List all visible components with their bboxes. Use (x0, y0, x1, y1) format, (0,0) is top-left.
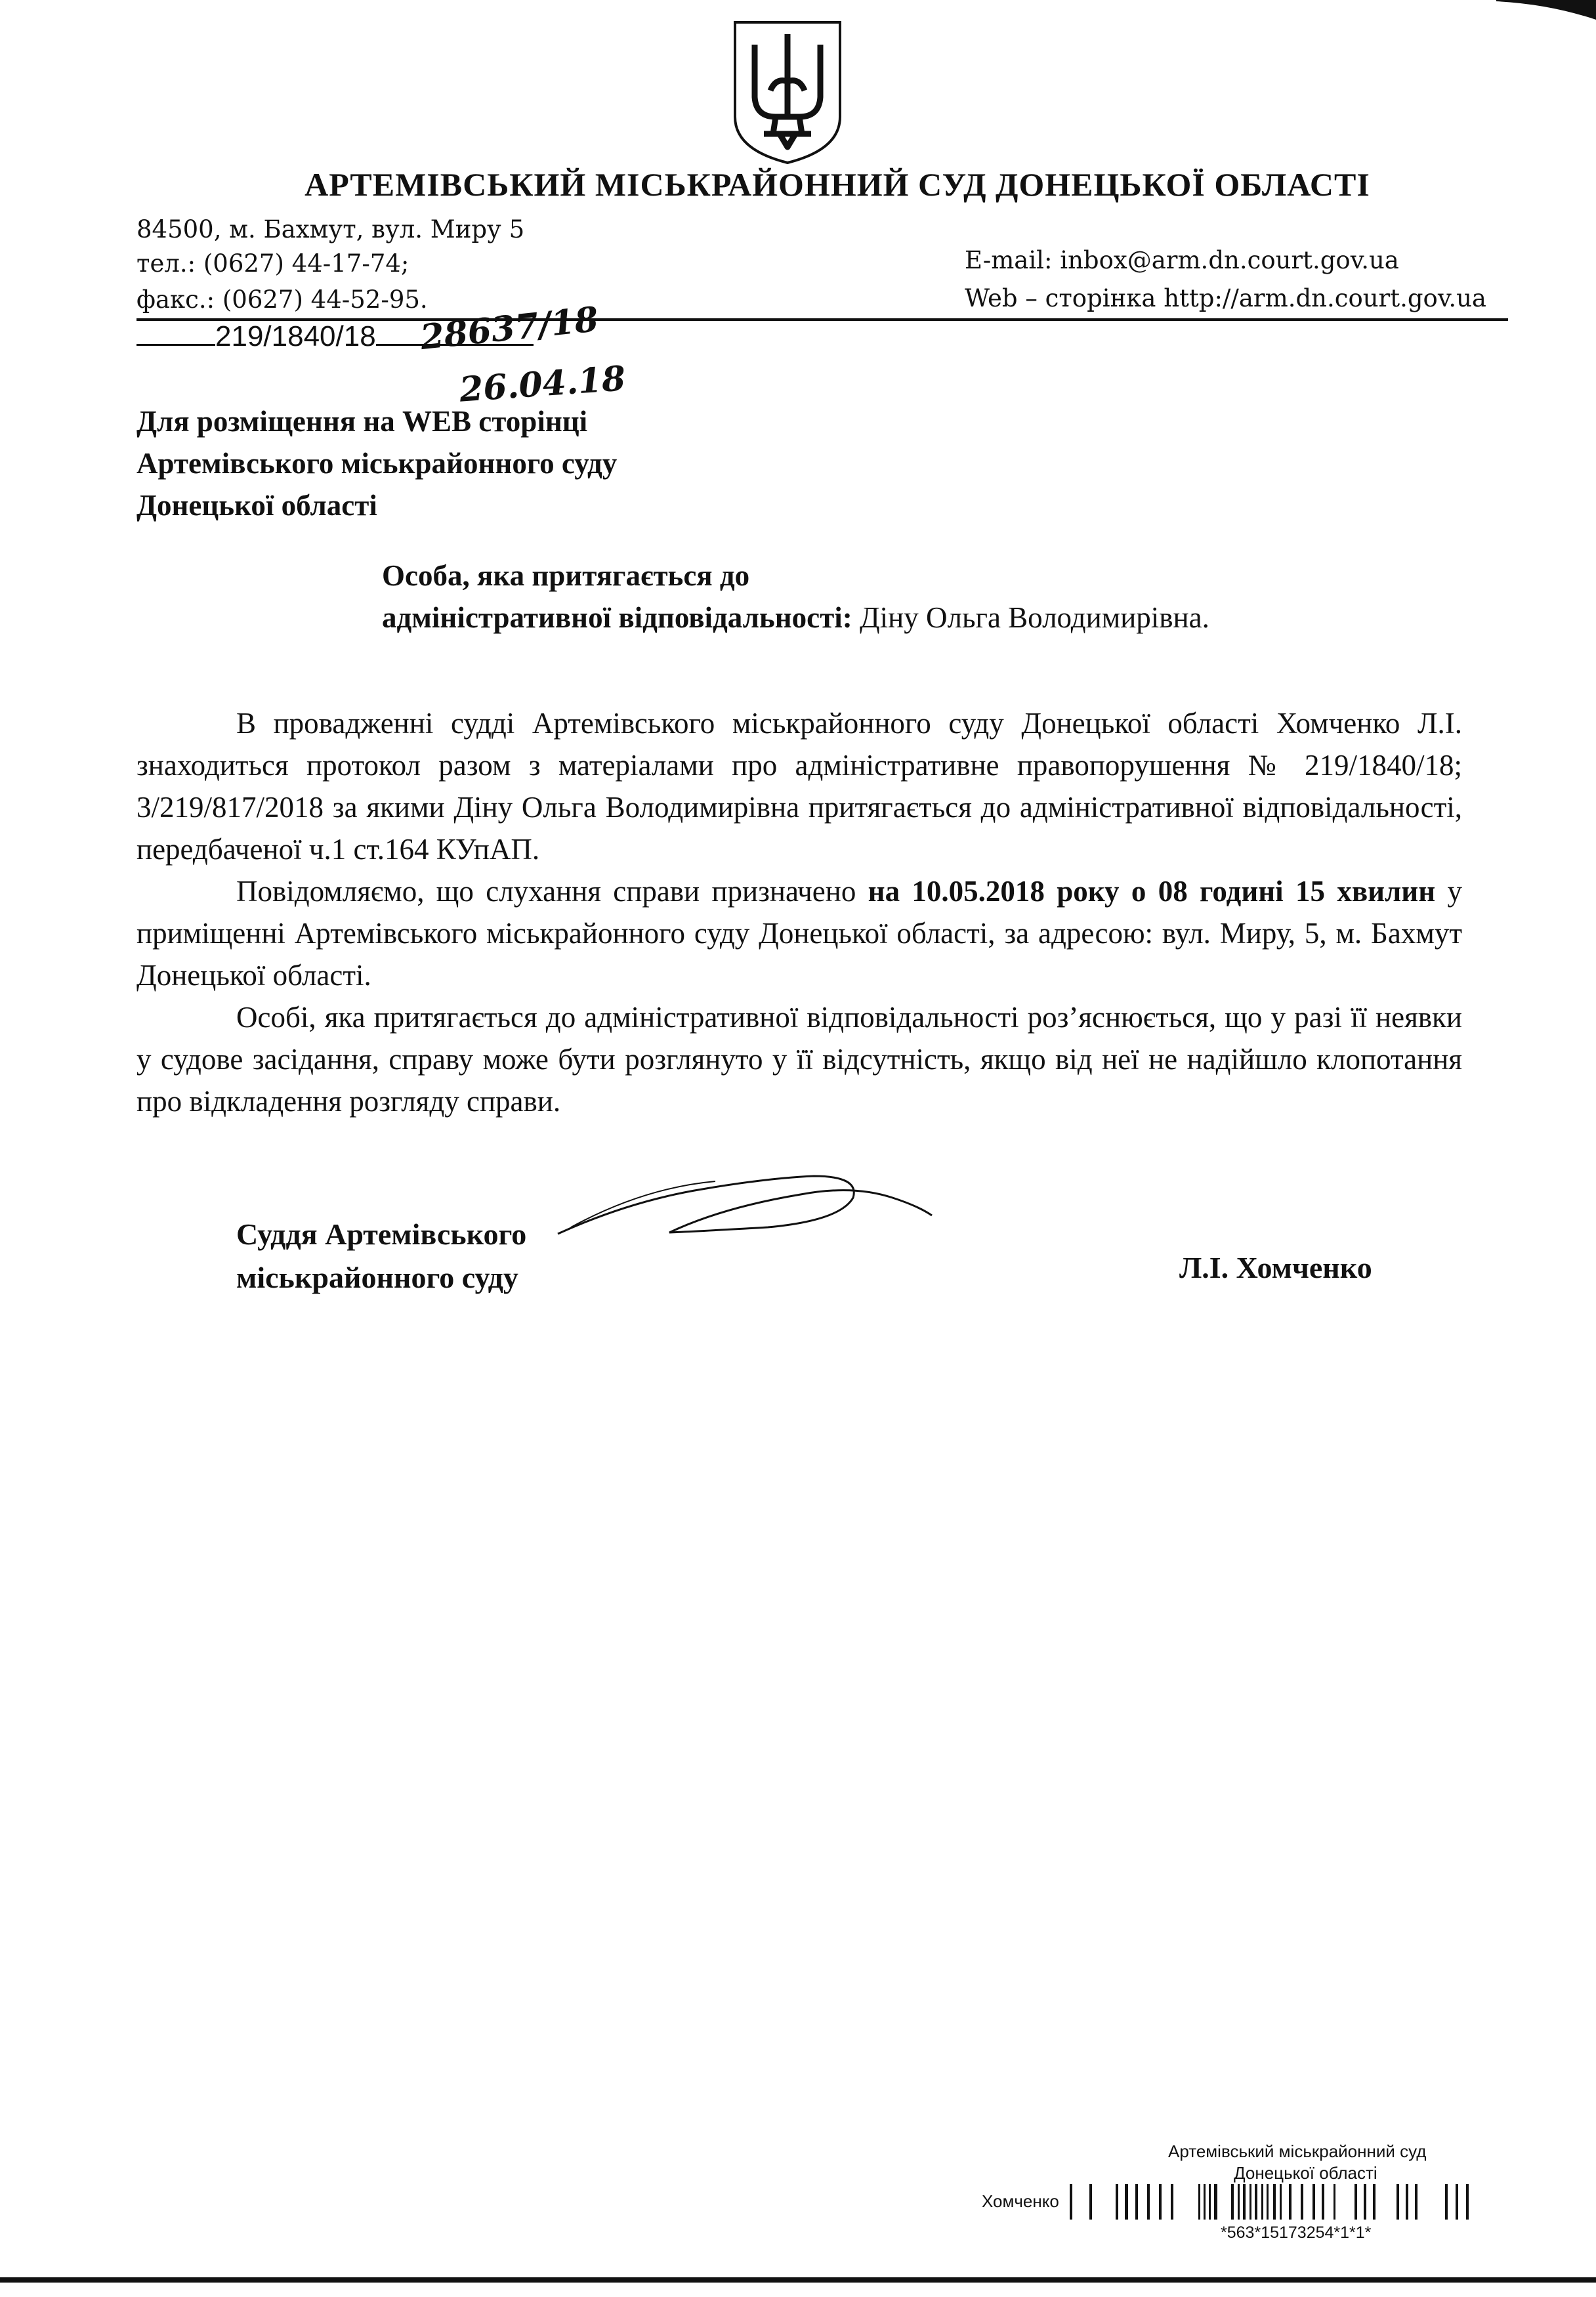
person-name: Діну Ольга Володимирівна. (859, 601, 1209, 634)
scan-edge-artifact (1496, 0, 1596, 26)
barcode-number: *563*15173254*1*1* (1221, 2223, 1372, 2242)
court-website: Web – сторінка http://arm.dn.court.gov.ua (965, 284, 1486, 312)
scan-edge-bottom (0, 2277, 1596, 2283)
body-paragraph-3: Особі, яка притягається до адміністративної відповідальності роз’яснюється, що у разі її неявки у судове засідання, справу може бути розглянуто у її відсутність, якщо від неї не надійшло клопотання про відкладення розгляду справи. (136, 1001, 1462, 1118)
judge-name: Л.І. Хомченко (1179, 1251, 1372, 1284)
stamp-judge-name: Хомченко (982, 2191, 1059, 2211)
handwritten-registration-number: 28637/18 (418, 299, 600, 358)
notice-body (136, 702, 1462, 1122)
body-paragraph-2 (136, 870, 1462, 996)
web-note-line3: Донецької області (136, 489, 377, 522)
barcode (1070, 2184, 1555, 2220)
court-email: E-mail: inbox@arm.dn.court.gov.ua (965, 246, 1399, 274)
person-label-line2: адміністративної відповідальності: (382, 601, 852, 634)
person-label-line1: Особа, яка притягається до (382, 559, 750, 592)
stamp-court-name: Артемівський міськрайонний суд (1168, 2141, 1427, 2161)
court-address: 84500, м. Бахмут, вул. Миру 5 (136, 215, 525, 243)
trident-coat-of-arms-icon (730, 18, 845, 165)
person-block (382, 555, 1209, 639)
web-note-line1: Для розміщення на WEB сторінці (136, 405, 588, 438)
judge-title-line2: міськрайонного суду (236, 1261, 518, 1294)
stamp-region: Донецької області (1234, 2163, 1377, 2183)
p2-start: Повідомляємо, що слухання справи призначено (236, 875, 868, 908)
court-phone: тел.: (0627) 44-17-74; (136, 249, 410, 278)
hearing-datetime: на 10.05.2018 року о 08 годині 15 хвилин (868, 875, 1436, 908)
court-fax: факс.: (0627) 44-52-95. (136, 285, 428, 314)
handwritten-registration-date: 26.04.18 (458, 358, 627, 410)
court-name: АРТЕМІВСЬКИЙ МІСЬКРАЙОННИЙ СУД ДОНЕЦЬКОЇ ОБЛАСТІ (304, 166, 1370, 203)
p2-end: у приміщенні Артемівського міськрайонного суду Донецької області, за адресою: вул. Миру, 5, м. Бахмут Донецької області. (136, 875, 1462, 992)
case-number: 219/1840/18 (215, 320, 376, 352)
web-note-line2: Артемівського міськрайонного суду (136, 447, 618, 480)
handwritten-signature (551, 1162, 945, 1267)
judge-title (236, 1213, 526, 1299)
judge-title-line1: Суддя Артемівського (236, 1217, 527, 1251)
body-paragraph-1: В провадженні судді Артемівського міськрайонного суду Донецької області Хомченко Л.І. знаходиться протокол разом з матеріалами про адміністративне правопорушення № 219/1840/18; 3/219/817/2018 за якими Діну Ольга Володимирівна притягається до адміністративної відповідальності, передбаченої ч.1 ст.164 КУпАП. (136, 707, 1462, 866)
web-publication-note (136, 400, 617, 526)
